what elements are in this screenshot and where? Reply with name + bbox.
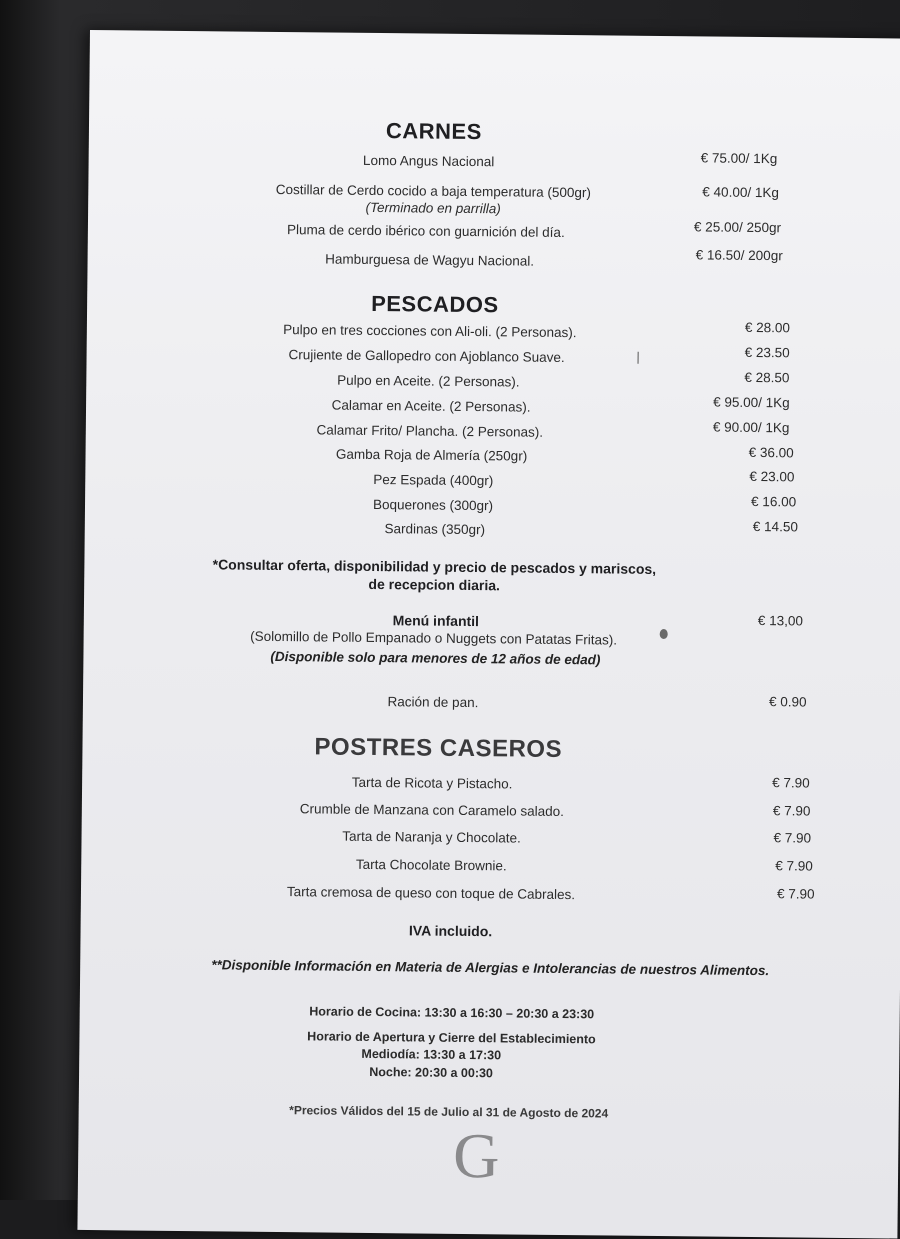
menu-item-price: € 16.00: [751, 493, 797, 510]
menu-item-price: € 16.50/ 200gr: [695, 247, 783, 264]
menu-item-price: € 7.90: [773, 830, 812, 846]
opening-hours-night: Noche: 20:30 a 00:30: [369, 1064, 494, 1081]
menu-item-name: Pez Espada (400gr): [373, 471, 494, 489]
menu-item-name: Calamar Frito/ Plancha. (2 Personas).: [316, 422, 544, 440]
menu-item-price: € 25.00/ 250gr: [693, 219, 782, 236]
menu-item-name: Hamburguesa de Wagyu Nacional.: [325, 251, 535, 269]
kids-menu-title: Menú infantil: [392, 612, 480, 630]
menu-item-price: € 90.00/ 1Kg: [712, 419, 790, 436]
menu-item-price: € 7.90: [772, 803, 811, 819]
menu-item-name: Costillar de Cerdo cocido a baja temperatura (500gr): [275, 181, 591, 201]
menu-sheet: [77, 30, 900, 1239]
menu-item-name: Tarta cremosa de queso con toque de Cabrales.: [286, 884, 576, 903]
menu-item-name: Calamar en Aceite. (2 Personas).: [331, 397, 531, 415]
restaurant-logo: G: [452, 1119, 500, 1192]
menu-item-price: € 95.00/ 1Kg: [713, 394, 790, 411]
menu-item-price: € 23.50: [744, 344, 790, 361]
menu-item-price: € 28.00: [744, 319, 791, 336]
menu-item-name: Tarta de Ricota y Pistacho.: [351, 774, 513, 792]
iva-note: IVA incluido.: [408, 922, 493, 940]
consult-note-line2: de recepcion diaria.: [368, 575, 501, 594]
menu-item-price: € 36.00: [748, 444, 794, 461]
menu-item-name: Pulpo en tres cocciones con Ali-oli. (2 Personas).: [283, 322, 577, 341]
opening-hours-title: Horario de Apertura y Cierre del Establecimiento: [307, 1029, 596, 1047]
menu-item-price: € 7.90: [775, 858, 813, 874]
menu-item-name: Crumble de Manzana con Caramelo salado.: [299, 801, 564, 820]
section-title-postres: POSTRES CASEROS: [314, 733, 563, 763]
menu-item-name: Tarta de Naranja y Chocolate.: [342, 828, 521, 846]
menu-item-name: Boquerones (300gr): [372, 496, 494, 514]
menu-item-price: € 28.50: [744, 369, 790, 386]
kids-menu-note: (Disponible solo para menores de 12 años de edad): [270, 648, 601, 668]
menu-item-price: € 14.50: [752, 518, 798, 535]
bread-item-price: € 0.90: [768, 694, 807, 710]
kitchen-hours: Horario de Cocina: 13:30 a 16:30 – 20:30 a 23:30: [309, 1004, 595, 1022]
menu-item-name: Lomo Angus Nacional: [362, 152, 495, 170]
menu-item-price: € 40.00/ 1Kg: [702, 184, 779, 201]
menu-item-name: Tarta Chocolate Brownie.: [355, 856, 507, 874]
menu-item-name: Gamba Roja de Almería (250gr): [335, 446, 528, 464]
menu-item-name: Crujiente de Gallopedro con Ajoblanco Suave.: [288, 347, 565, 365]
menu-item-price: € 7.90: [776, 886, 815, 902]
price-validity-note: *Precios Válidos del 15 de Julio al 31 de Agosto de 2024: [289, 1103, 609, 1121]
section-title-pescados: PESCADOS: [371, 290, 499, 318]
menu-item-name: Pulpo en Aceite. (2 Personas).: [337, 372, 520, 390]
allergens-note: **Disponible Información en Materia de Alergias e Intolerancias de nuestros Alimentos.: [211, 957, 770, 979]
menu-item-price: € 75.00/ 1Kg: [700, 150, 778, 167]
ink-mark: [638, 352, 639, 364]
menu-item-name: Sardinas (350gr): [384, 521, 486, 538]
menu-item-price: € 23.00: [749, 468, 795, 485]
consult-note-line1: *Consultar oferta, disponibilidad y precio de pescados y mariscos,: [212, 556, 657, 577]
bread-item-name: Ración de pan.: [387, 694, 479, 711]
menu-item-note: (Terminado en parrilla): [365, 199, 501, 217]
menu-item-name: Pluma de cerdo ibérico con guarnición del día.: [287, 222, 565, 240]
opening-hours-midday: Mediodía: 13:30 a 17:30: [361, 1046, 502, 1063]
kids-menu-description: (Solomillo de Pollo Empanado o Nuggets con Patatas Fritas).: [250, 628, 618, 648]
menu-item-price: € 7.90: [772, 775, 810, 791]
section-title-carnes: CARNES: [385, 118, 482, 145]
ink-smudge: [660, 629, 668, 639]
kids-menu-price: € 13,00: [757, 613, 803, 629]
